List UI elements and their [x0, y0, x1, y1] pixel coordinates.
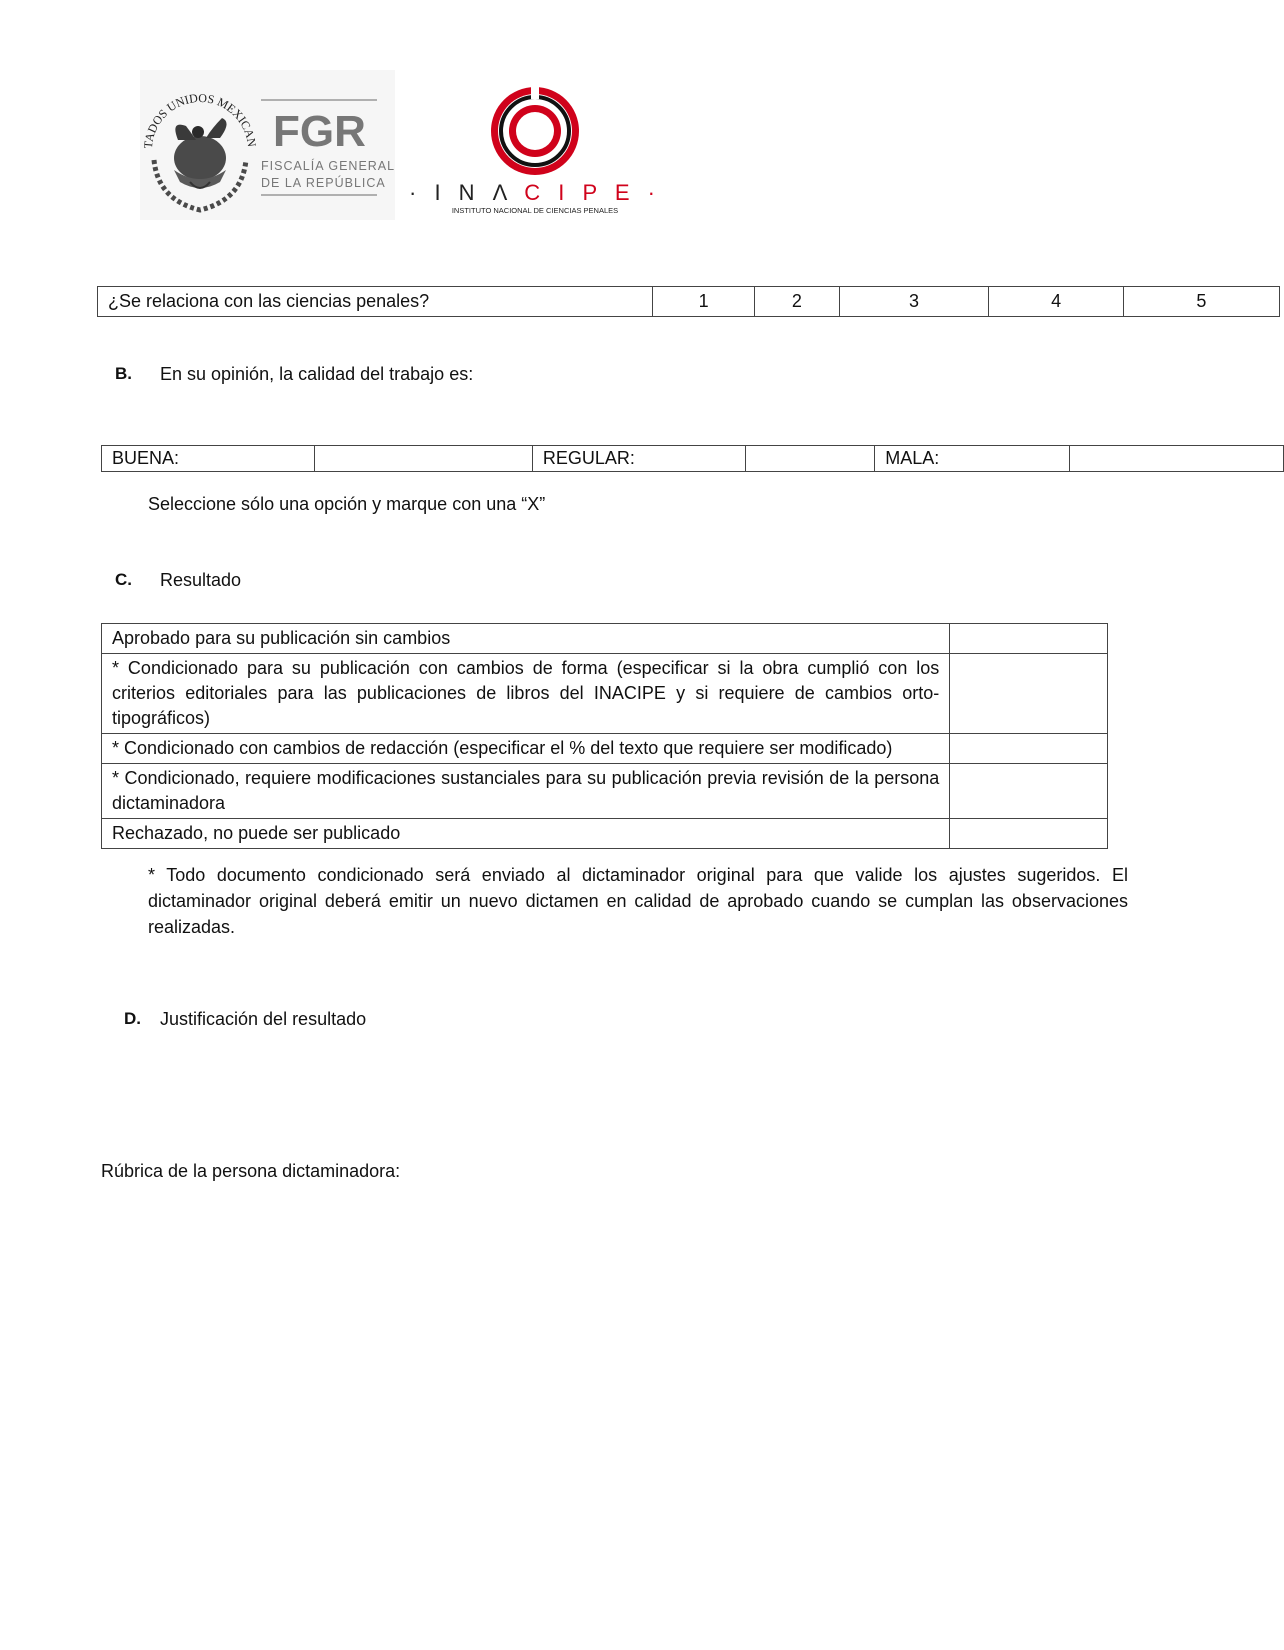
rating-option-4[interactable]: 4	[989, 287, 1123, 317]
section-c-title: Resultado	[160, 570, 242, 590]
signature-label: Rúbrica de la persona dictaminadora:	[101, 1161, 401, 1181]
quality-label-regular: REGULAR:	[532, 446, 745, 472]
rating-option-3[interactable]: 3	[839, 287, 989, 317]
result-option-substantial-changes: * Condicionado, requiere modificaciones sustanciales para su publicación previa revisión de la persona dictaminadora	[102, 764, 950, 819]
fgr-logo	[140, 70, 395, 220]
svg-text:INSTITUTO NACIONAL DE CIENCIAS: INSTITUTO NACIONAL DE CIENCIAS PENALES	[451, 206, 619, 215]
quality-table	[101, 445, 1284, 472]
table-row	[98, 287, 1280, 317]
table-row	[102, 654, 1108, 734]
result-box-rejected[interactable]	[950, 819, 1108, 849]
svg-text:FGR: FGR	[273, 107, 366, 156]
quality-box-mala[interactable]	[1070, 446, 1284, 472]
result-option-writing-changes: * Condicionado con cambios de redacción (especificar el % del texto que requiere ser modificado)	[102, 734, 950, 764]
quality-box-buena[interactable]	[314, 446, 532, 472]
rating-option-5[interactable]: 5	[1123, 287, 1279, 317]
result-box-substantial-changes[interactable]	[950, 764, 1108, 819]
svg-text:· I N Λ C I P E ·: · I N Λ C I P E ·	[409, 180, 661, 205]
table-row	[102, 446, 1284, 472]
table-row	[102, 624, 1108, 654]
result-option-rejected: Rechazado, no puede ser publicado	[102, 819, 950, 849]
result-box-writing-changes[interactable]	[950, 734, 1108, 764]
inacipe-logo	[409, 85, 661, 225]
quality-label-buena: BUENA:	[102, 446, 315, 472]
section-d-title: Justificación del resultado	[160, 1009, 367, 1029]
table-row	[102, 734, 1108, 764]
quality-box-regular[interactable]	[745, 446, 875, 472]
result-table	[101, 623, 1108, 849]
result-option-form-changes: * Condicionado para su publicación con cambios de forma (especificar si la obra cumplió con los criterios editoriales para las publicaciones de libros del INACIPE y si requiere de cambios orto-tipográficos)	[102, 654, 950, 734]
result-box-form-changes[interactable]	[950, 654, 1108, 734]
inacipe-emblem-icon	[491, 85, 579, 175]
section-d-letter: D.	[124, 1009, 141, 1028]
svg-text:ESTADOS UNIDOS MEXICANOS: TADOS UNIDOS MEXICAN	[140, 90, 260, 149]
result-box-approved[interactable]	[950, 624, 1108, 654]
quality-instruction: Seleccione sólo una opción y marque con una “X”	[148, 494, 546, 514]
rating-option-2[interactable]: 2	[755, 287, 840, 317]
result-option-approved: Aprobado para su publicación sin cambios	[102, 624, 950, 654]
table-row	[102, 819, 1108, 849]
section-c-letter: C.	[115, 570, 132, 589]
table-row	[102, 764, 1108, 819]
quality-label-mala: MALA:	[875, 446, 1070, 472]
section-b-letter: B.	[115, 364, 132, 383]
relevance-rating-table	[97, 286, 1280, 317]
rating-option-1[interactable]: 1	[653, 287, 755, 317]
conditional-note: * Todo documento condicionado será enviado al dictaminador original para que valide los ajustes sugeridos. El dictaminador original deberá emitir un nuevo dictamen en calidad de aprobado cuando se cumplan las observaciones realizadas.	[148, 865, 1128, 937]
svg-text:DE LA REPÚBLICA: DE LA REPÚBLICA	[261, 176, 386, 190]
svg-text:FISCALÍA GENERAL: FISCALÍA GENERAL	[261, 159, 395, 173]
rating-question: ¿Se relaciona con las ciencias penales?	[98, 287, 653, 317]
section-b-title: En su opinión, la calidad del trabajo es:	[160, 364, 474, 384]
